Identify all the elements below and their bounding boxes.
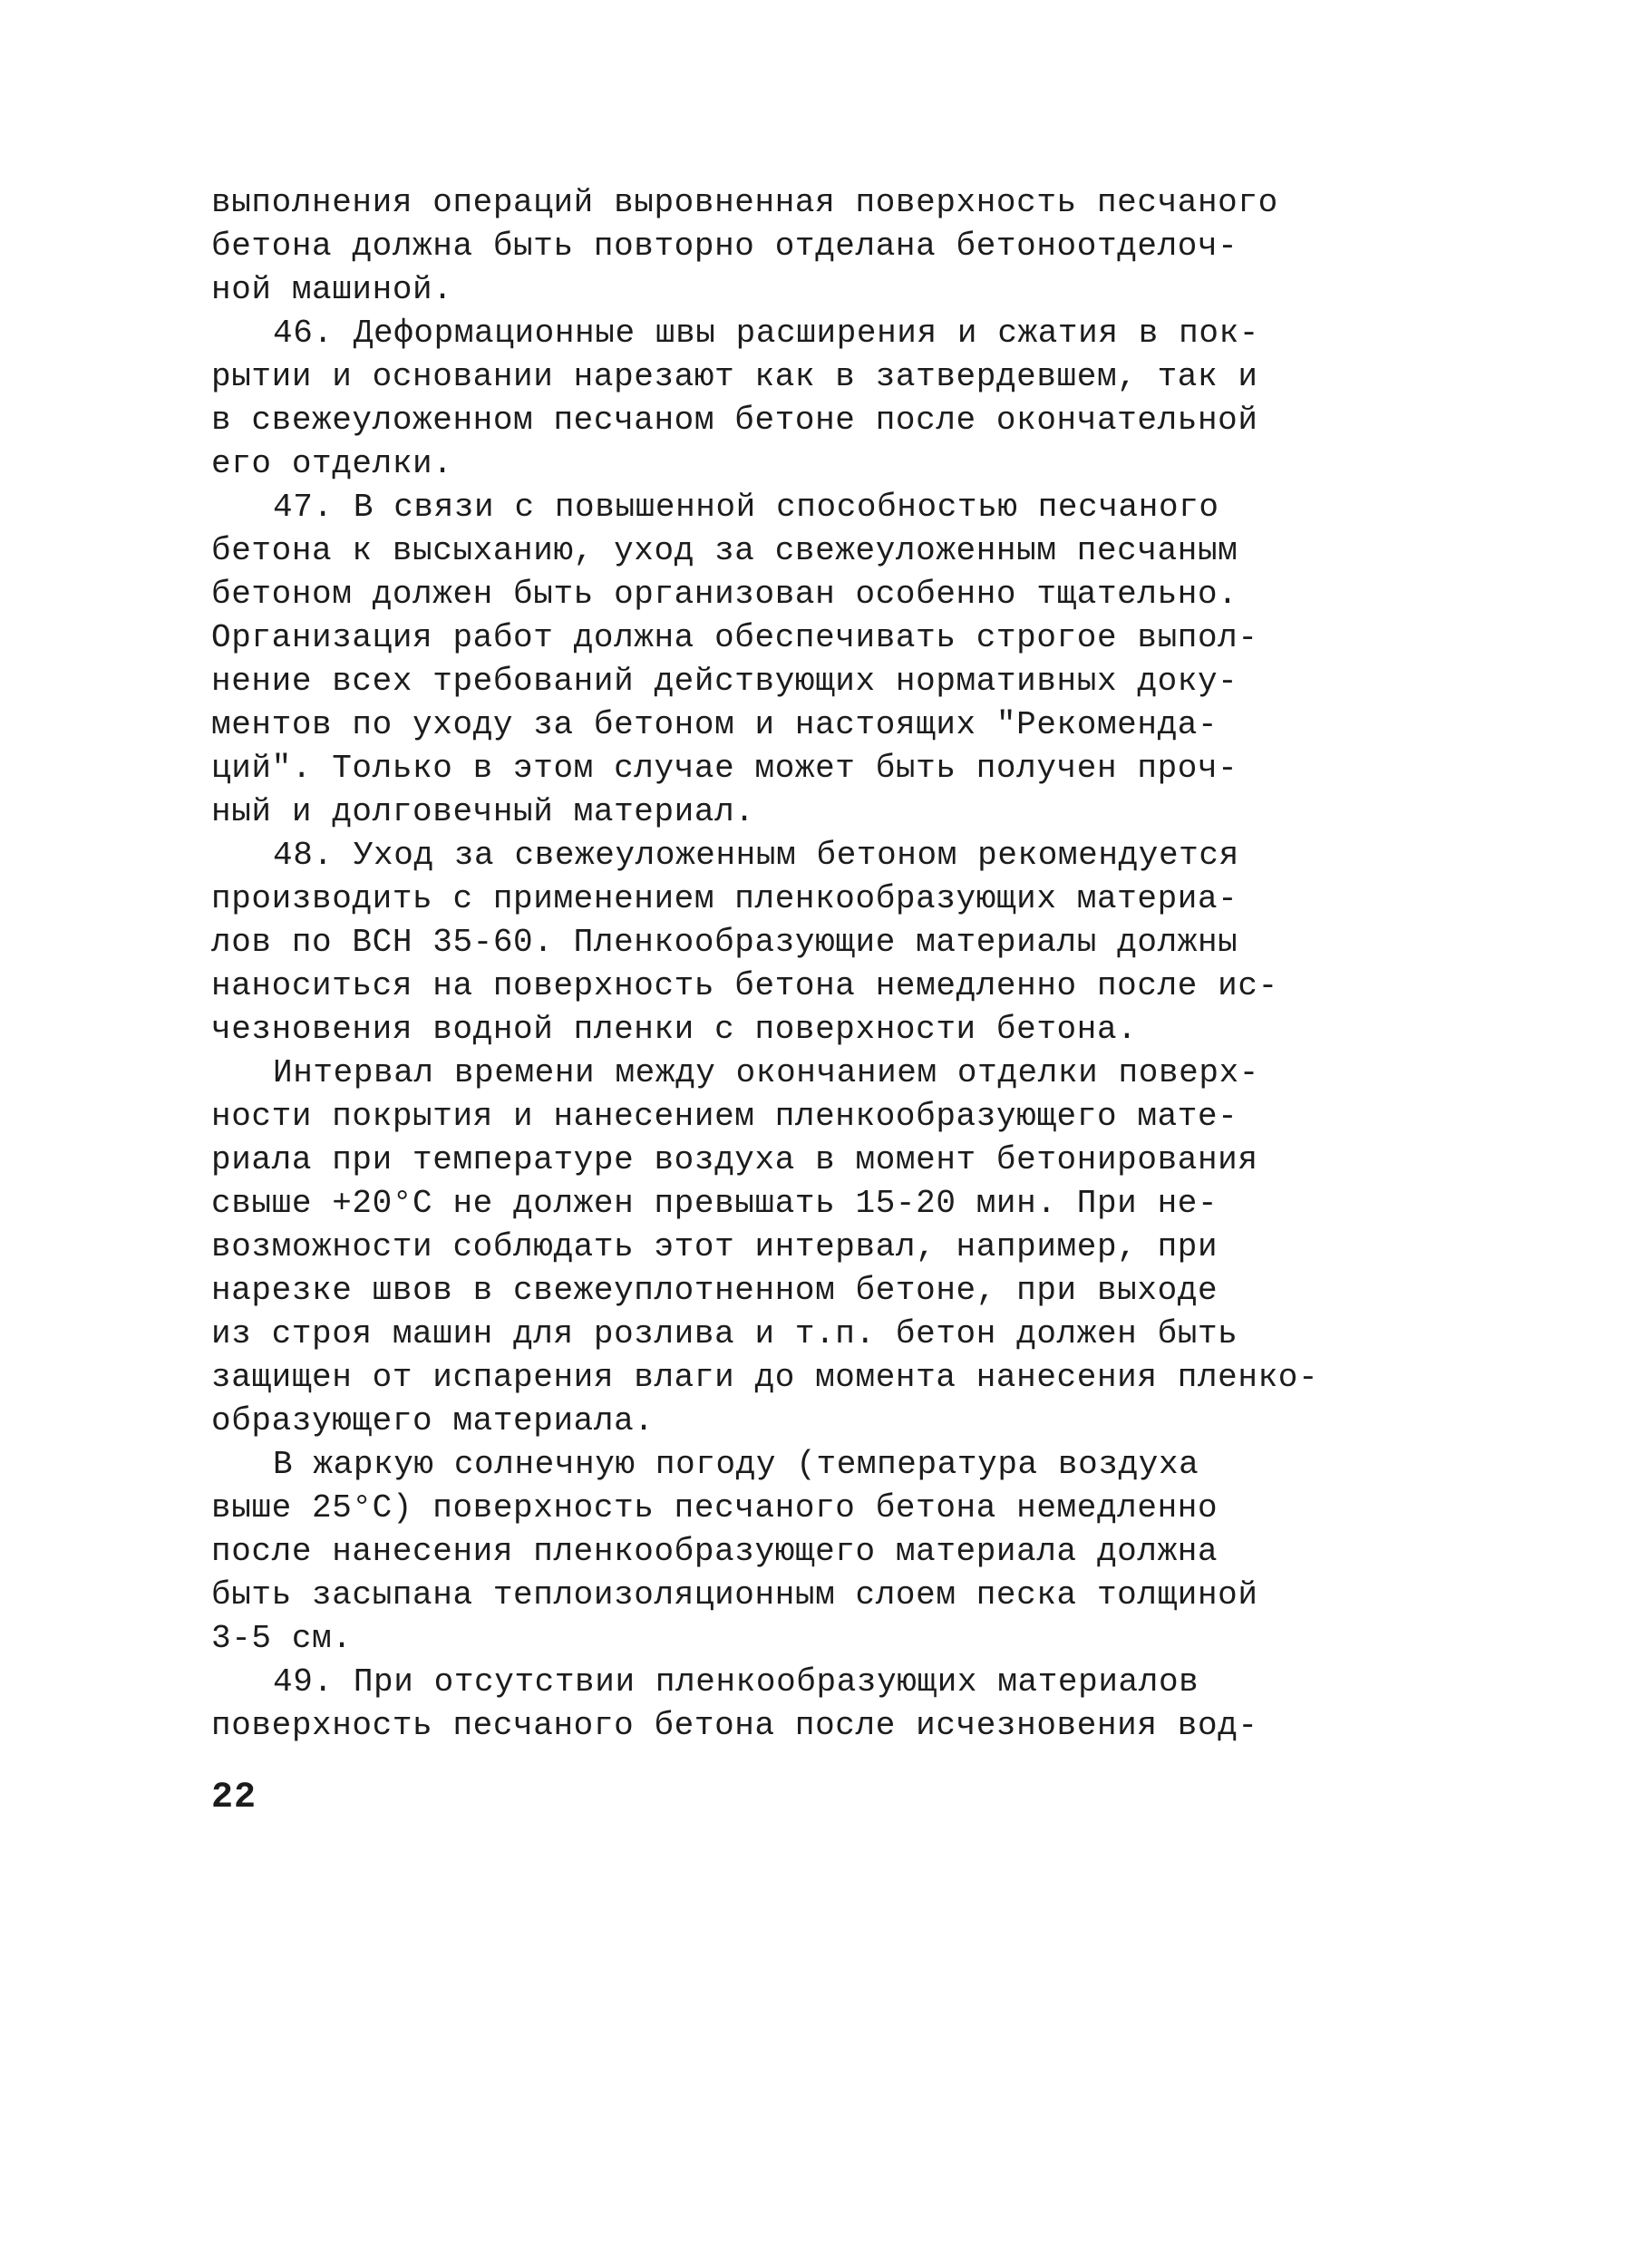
text-line: ментов по уходу за бетоном и настоящих "Рекоменда- <box>211 706 1218 743</box>
text-line: В жаркую солнечную погоду (температура воздуха <box>273 1446 1199 1483</box>
text-line: Организация работ должна обеспечивать строгое выпол- <box>211 619 1258 656</box>
text-line: бетона должна быть повторно отделана бетоноотделоч- <box>211 228 1238 265</box>
text-line: из строя машин для розлива и т.п. бетон должен быть <box>211 1315 1238 1352</box>
text-line: ной машиной. <box>211 271 453 308</box>
text-line: ный и долговечный материал. <box>211 793 755 830</box>
text-line: бетоном должен быть организован особенно тщательно. <box>211 576 1238 613</box>
text-line: Интервал времени между окончанием отделки поверх- <box>273 1054 1259 1091</box>
text-line: ций". Только в этом случае может быть получен проч- <box>211 750 1238 787</box>
text-line: чезновения водной пленки с поверхности бетона. <box>211 1011 1138 1048</box>
text-line: лов по ВСН 35-60. Пленкообразующие материалы должны <box>211 924 1238 961</box>
text-line: выполнения операций выровненная поверхность песчаного <box>211 184 1278 221</box>
text-line: образующего материала. <box>211 1402 655 1439</box>
text-line: бетона к высыханию, уход за свежеуложенным песчаным <box>211 532 1238 569</box>
text-line: 48. Уход за свежеуложенным бетоном рекомендуется <box>273 837 1239 874</box>
text-line: его отделки. <box>211 445 453 482</box>
text-line: защищен от испарения влаги до момента нанесения пленко- <box>211 1359 1319 1396</box>
text-line: поверхность песчаного бетона после исчезновения вод- <box>211 1707 1258 1744</box>
text-line: производить с применением пленкообразующих материа- <box>211 880 1238 917</box>
text-line: свыше +20°С не должен превышать 15-20 мин. При не- <box>211 1185 1218 1222</box>
text-line: нарезке швов в свежеуплотненном бетоне, при выходе <box>211 1272 1218 1309</box>
text-line: в свежеуложенном песчаном бетоне после окончательной <box>211 402 1258 439</box>
text-line: возможности соблюдать этот интервал, например, при <box>211 1228 1218 1265</box>
text-line: 3-5 см. <box>211 1620 353 1657</box>
text-line: риала при температуре воздуха в момент бетонирования <box>211 1141 1258 1178</box>
text-line: 49. При отсутствии пленкообразующих материалов <box>273 1663 1199 1701</box>
page-number: 22 <box>211 1778 257 1818</box>
text-line: быть засыпана теплоизоляционным слоем песка толщиной <box>211 1576 1258 1614</box>
text-line: 46. Деформационные швы расширения и сжатия в пок- <box>273 315 1259 352</box>
text-line: после нанесения пленкообразующего материала должна <box>211 1533 1218 1570</box>
text-line: ности покрытия и нанесением пленкообразующего мате- <box>211 1098 1238 1135</box>
text-line: нение всех требований действующих нормативных доку- <box>211 663 1238 700</box>
text-line: наноситься на поверхность бетона немедленно после ис- <box>211 967 1278 1004</box>
document-body <box>211 181 1453 1748</box>
text-line: рытии и основании нарезают как в затвердевшем, так и <box>211 358 1258 395</box>
text-line: 47. В связи с повышенной способностью песчаного <box>273 489 1219 526</box>
text-line: выше 25°С) поверхность песчаного бетона немедленно <box>211 1489 1218 1527</box>
